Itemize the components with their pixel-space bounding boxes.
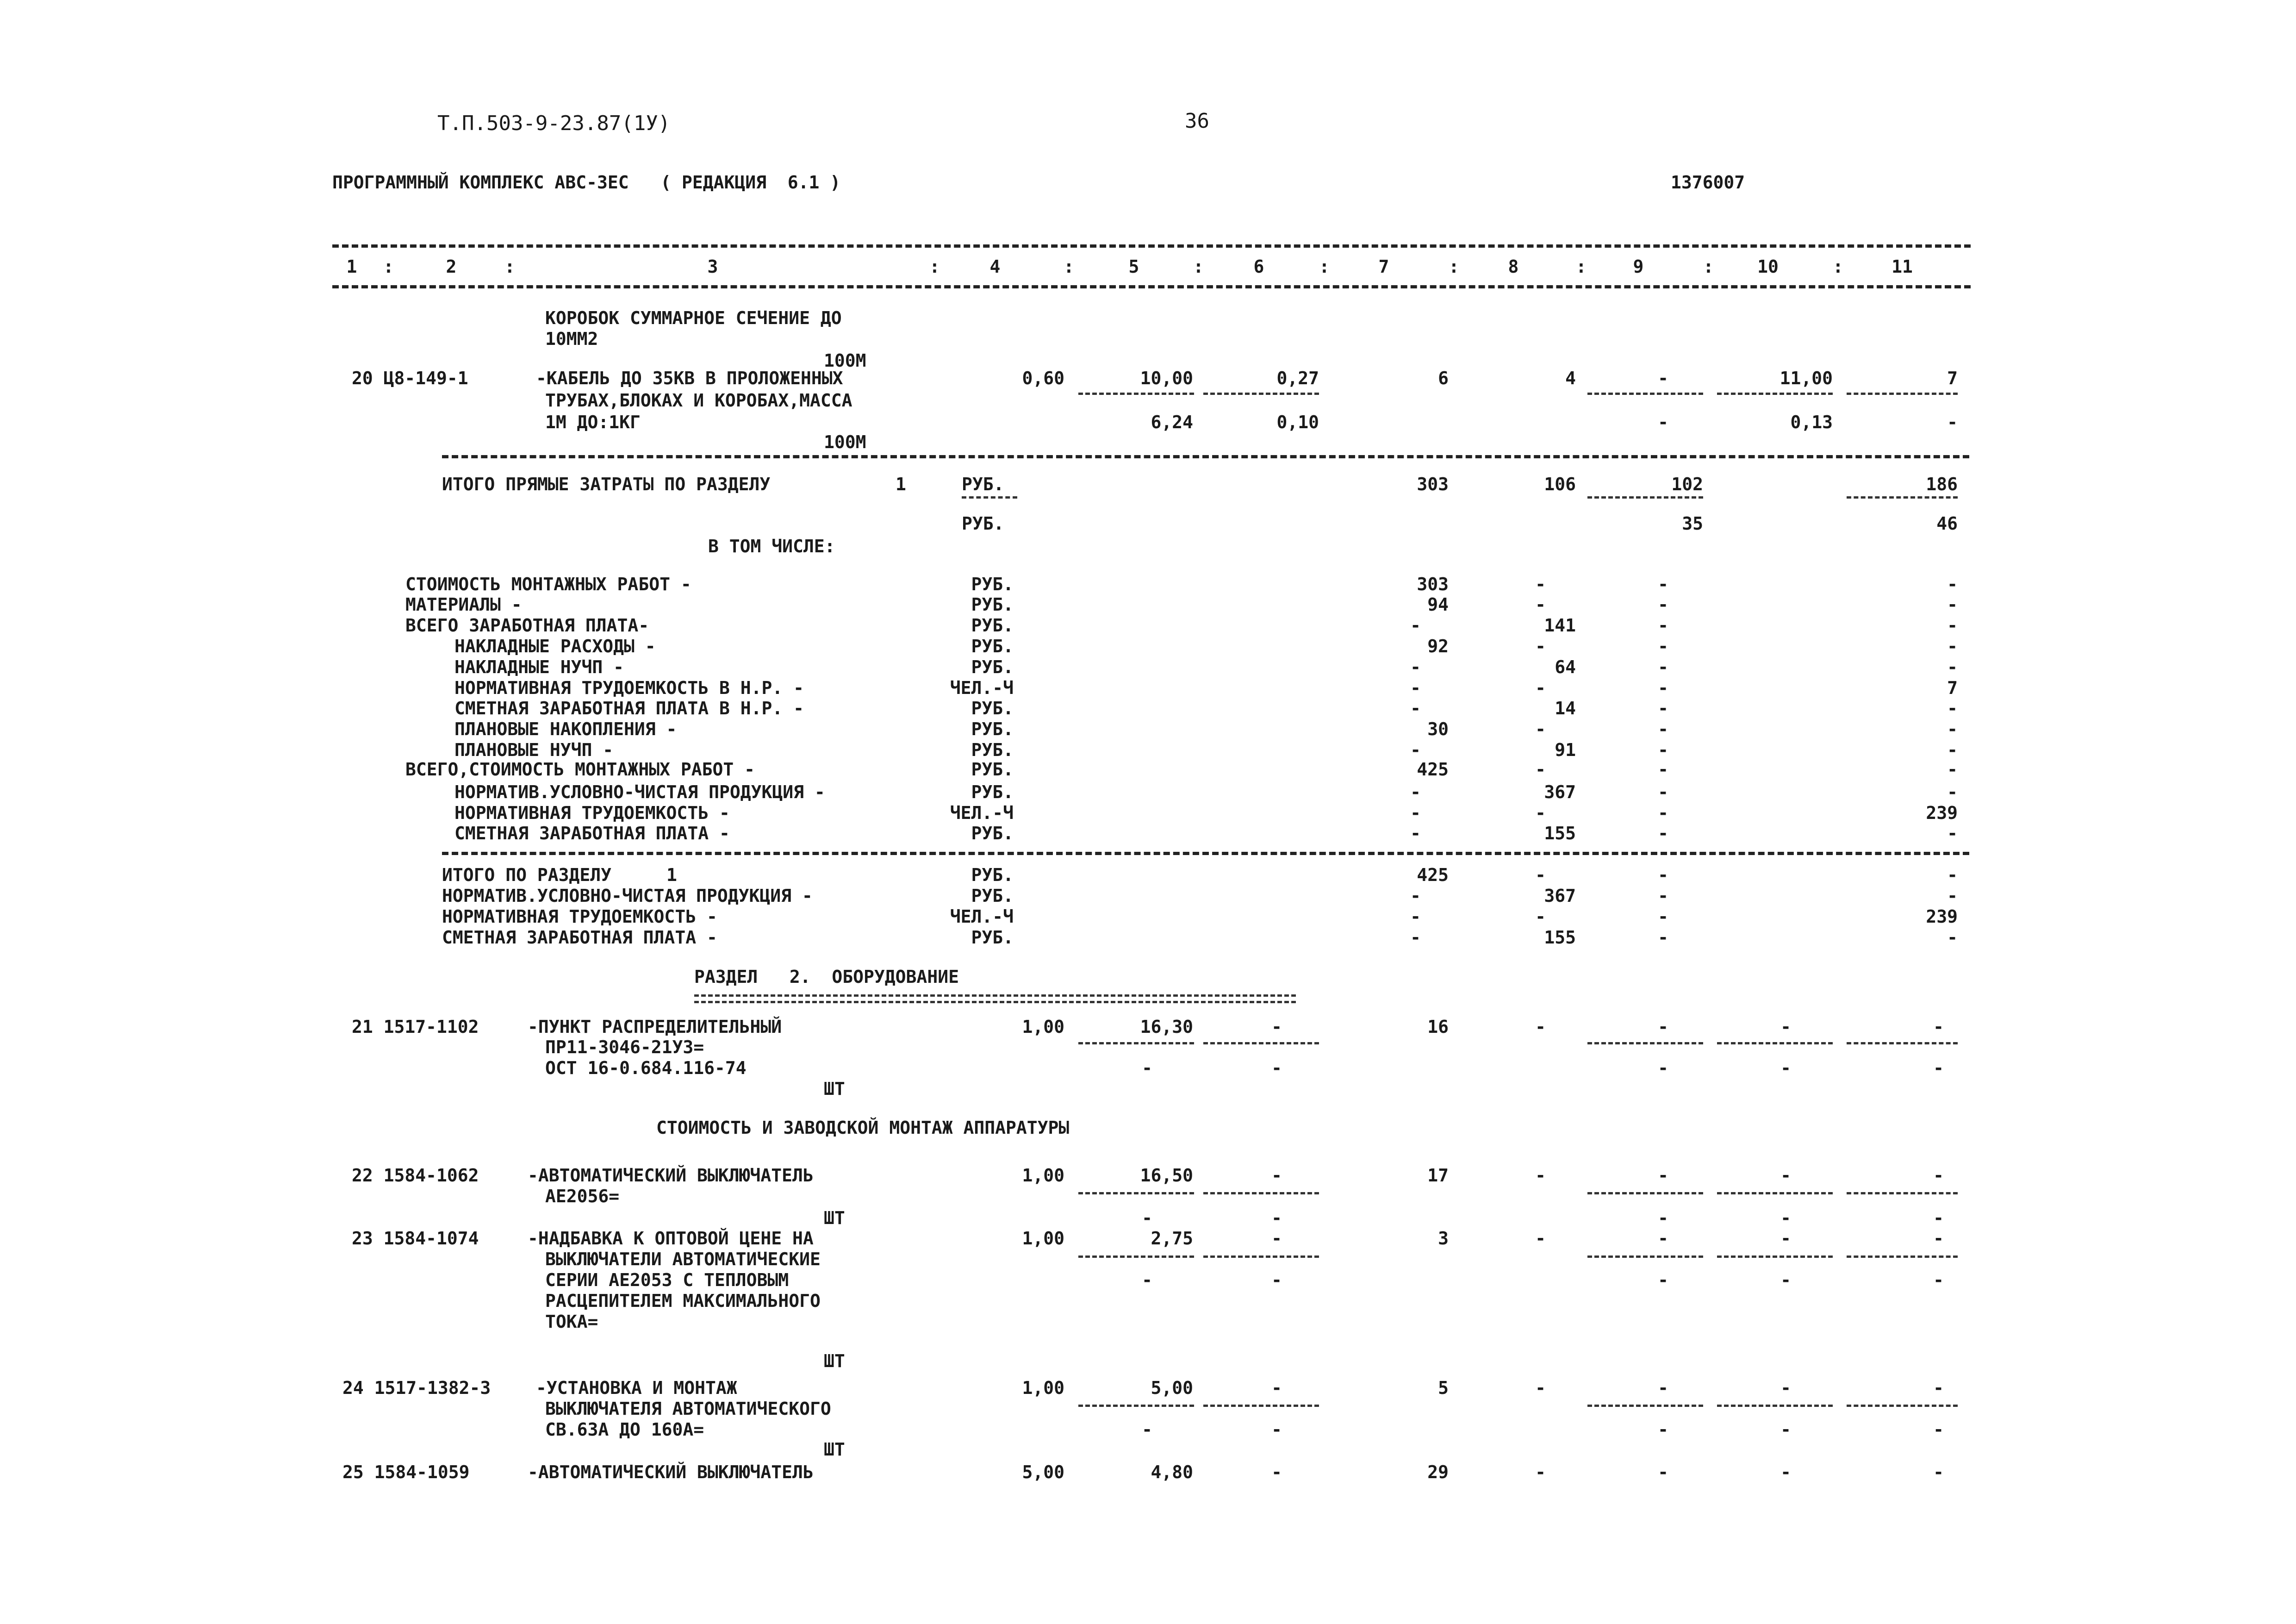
subtotal-rule bbox=[1587, 1405, 1703, 1407]
value-cell: - bbox=[1142, 1058, 1152, 1078]
value-cell: - bbox=[1780, 1419, 1791, 1440]
value-cell: - bbox=[1933, 1208, 1944, 1228]
value-cell: - bbox=[1271, 1270, 1282, 1290]
subtotal-rule bbox=[1847, 1255, 1958, 1258]
value-cell: - bbox=[1658, 823, 1668, 843]
value-cell: 64 bbox=[1555, 657, 1576, 677]
text-line: 100М bbox=[824, 350, 866, 371]
col-header-6: 6 bbox=[1253, 256, 1264, 277]
value-cell: - bbox=[1658, 782, 1668, 802]
subtotal-rule bbox=[1587, 496, 1703, 499]
subtotal-rule bbox=[1203, 393, 1319, 395]
value-cell: - bbox=[1658, 1419, 1668, 1440]
text-line: НАКЛАДНЫЕ РАСХОДЫ - bbox=[454, 636, 656, 656]
value-cell: 303 bbox=[1417, 574, 1449, 594]
value-cell: - bbox=[1535, 906, 1546, 927]
text-line: 20 Ц8-149-1 bbox=[352, 368, 468, 388]
value-cell: 6 bbox=[1438, 368, 1449, 388]
text-line: 22 1584-1062 bbox=[352, 1165, 479, 1186]
value-cell: - bbox=[1410, 823, 1421, 843]
value-cell: - bbox=[1658, 1017, 1668, 1037]
value-cell: - bbox=[1271, 1017, 1282, 1037]
text-line: МАТЕРИАЛЫ - bbox=[405, 594, 522, 615]
value-cell: 367 bbox=[1544, 886, 1576, 906]
col-separator: : bbox=[504, 256, 515, 277]
value-cell: 303 bbox=[1417, 474, 1449, 494]
text-line: 21 1517-1102 bbox=[352, 1017, 479, 1037]
value-cell: 29 bbox=[1427, 1462, 1449, 1482]
col-header-3: 3 bbox=[707, 256, 718, 277]
value-cell: 4 bbox=[1565, 368, 1576, 388]
subtotal-rule bbox=[1847, 1405, 1958, 1407]
subtotal-rule bbox=[1078, 1405, 1194, 1407]
page-number: 36 bbox=[1185, 109, 1209, 133]
text-line: 100М bbox=[824, 432, 866, 452]
subtotal-rule bbox=[1717, 1255, 1833, 1258]
text-line: НОРМАТИВ.УСЛОВНО-ЧИСТАЯ ПРОДУКЦИЯ - bbox=[442, 886, 813, 906]
value-cell: - bbox=[1535, 1378, 1546, 1398]
text-line: 1 bbox=[666, 865, 677, 885]
value-cell: - bbox=[1658, 1208, 1668, 1228]
header-rule-top bbox=[332, 244, 1971, 248]
value-cell: 16,50 bbox=[1140, 1165, 1193, 1186]
text-line: ШТ bbox=[824, 1208, 845, 1228]
value-cell: РУБ. bbox=[971, 636, 1014, 656]
value-cell: 17 bbox=[1427, 1165, 1449, 1186]
value-cell: - bbox=[1535, 1017, 1546, 1037]
text-line: РУБ. bbox=[962, 513, 1004, 534]
value-cell: - bbox=[1410, 615, 1421, 636]
section-double-rule bbox=[694, 1001, 1296, 1003]
value-cell: 5 bbox=[1438, 1378, 1449, 1398]
text-line: НОРМАТИВ.УСЛОВНО-ЧИСТАЯ ПРОДУКЦИЯ - bbox=[454, 782, 825, 802]
subtotal-rule bbox=[1587, 393, 1703, 395]
value-cell: 5,00 bbox=[1151, 1378, 1193, 1398]
value-cell: - bbox=[1410, 740, 1421, 760]
text-line: СМЕТНАЯ ЗАРАБОТНАЯ ПЛАТА - bbox=[442, 927, 717, 948]
value-cell: - bbox=[1142, 1208, 1152, 1228]
col-separator: : bbox=[383, 256, 394, 277]
value-cell: - bbox=[1410, 698, 1421, 718]
value-cell: - bbox=[1535, 803, 1546, 823]
subtotal-rule bbox=[1203, 1042, 1319, 1044]
value-cell: 46 bbox=[1936, 513, 1958, 534]
text-line: СМЕТНАЯ ЗАРАБОТНАЯ ПЛАТА В Н.Р. - bbox=[454, 698, 804, 718]
subtotal-rule bbox=[1078, 393, 1194, 395]
program-title: ПРОГРАММНЫЙ КОМПЛЕКС АВС-3ЕС ( РЕДАКЦИЯ 6.1 ) bbox=[332, 172, 841, 193]
value-cell: - bbox=[1535, 1165, 1546, 1186]
value-cell: - bbox=[1410, 906, 1421, 927]
subtotal-rule bbox=[1587, 1255, 1703, 1258]
value-cell: РУБ. bbox=[971, 719, 1014, 739]
value-cell: - bbox=[1933, 1270, 1944, 1290]
text-line: ИТОГО ПРЯМЫЕ ЗАТРАТЫ ПО РАЗДЕЛУ bbox=[442, 474, 771, 494]
subtotal-rule bbox=[1717, 1405, 1833, 1407]
value-cell: 239 bbox=[1926, 906, 1958, 927]
value-cell: 1,00 bbox=[1022, 1165, 1064, 1186]
value-cell: 1,00 bbox=[1022, 1228, 1064, 1249]
col-header-8: 8 bbox=[1508, 256, 1519, 277]
value-cell: - bbox=[1410, 782, 1421, 802]
text-line: НОРМАТИВНАЯ ТРУДОЕМКОСТЬ - bbox=[454, 803, 730, 823]
value-cell: 14 bbox=[1555, 698, 1576, 718]
subtotal-rule bbox=[1078, 1255, 1194, 1258]
value-cell: - bbox=[1947, 615, 1958, 636]
subtotal-rule bbox=[1203, 1405, 1319, 1407]
value-cell: - bbox=[1658, 1270, 1668, 1290]
value-cell: - bbox=[1535, 865, 1546, 885]
text-line: СТОИМОСТЬ МОНТАЖНЫХ РАБОТ - bbox=[405, 574, 691, 594]
text-line: -АВТОМАТИЧЕСКИЙ ВЫКЛЮЧАТЕЛЬ bbox=[528, 1165, 814, 1186]
col-header-5: 5 bbox=[1128, 256, 1139, 277]
value-cell: - bbox=[1780, 1058, 1791, 1078]
document-id: 1376007 bbox=[1671, 172, 1745, 193]
text-line: НАКЛАДНЫЕ НУЧП - bbox=[454, 657, 624, 677]
col-header-11: 11 bbox=[1892, 256, 1913, 277]
text-line: СВ.63А ДО 160А= bbox=[545, 1419, 704, 1440]
subtotal-rule bbox=[1203, 1192, 1319, 1194]
value-cell: - bbox=[1933, 1228, 1944, 1249]
subtotal-rule bbox=[1717, 1192, 1833, 1194]
subtotal-rule bbox=[1078, 1192, 1194, 1194]
value-cell: - bbox=[1535, 636, 1546, 656]
value-cell: - bbox=[1271, 1058, 1282, 1078]
value-cell: - bbox=[1658, 698, 1668, 718]
value-cell: - bbox=[1271, 1378, 1282, 1398]
text-line: -УСТАНОВКА И МОНТАЖ bbox=[536, 1378, 737, 1398]
value-cell: - bbox=[1780, 1208, 1791, 1228]
value-cell: 425 bbox=[1417, 759, 1449, 780]
text-line: НОРМАТИВНАЯ ТРУДОЕМКОСТЬ - bbox=[442, 906, 717, 927]
text-line: ТРУБАХ,БЛОКАХ И КОРОБАХ,МАССА bbox=[545, 390, 852, 411]
value-cell: 7 bbox=[1947, 368, 1958, 388]
value-cell: - bbox=[1535, 594, 1546, 615]
value-cell: 1,00 bbox=[1022, 1017, 1064, 1037]
value-cell: - bbox=[1410, 657, 1421, 677]
value-cell: 0,10 bbox=[1276, 412, 1319, 432]
value-cell: - bbox=[1780, 1462, 1791, 1482]
value-cell: - bbox=[1535, 1228, 1546, 1249]
value-cell: 11,00 bbox=[1780, 368, 1833, 388]
text-line: ПЛАНОВЫЕ НАКОПЛЕНИЯ - bbox=[454, 719, 677, 739]
value-cell: - bbox=[1780, 1017, 1791, 1037]
value-cell: - bbox=[1658, 1058, 1668, 1078]
value-cell: - bbox=[1535, 719, 1546, 739]
value-cell: - bbox=[1271, 1165, 1282, 1186]
value-cell: 239 bbox=[1926, 803, 1958, 823]
col-separator: : bbox=[1576, 256, 1587, 277]
subtotal-rule bbox=[1847, 393, 1958, 395]
value-cell: - bbox=[1658, 636, 1668, 656]
value-cell: РУБ. bbox=[971, 615, 1014, 636]
value-cell: - bbox=[1658, 615, 1668, 636]
text-line: СТОИМОСТЬ И ЗАВОДСКОЙ МОНТАЖ АППАРАТУРЫ bbox=[656, 1118, 1070, 1138]
value-cell: - bbox=[1780, 1165, 1791, 1186]
text-line: НОРМАТИВНАЯ ТРУДОЕМКОСТЬ В Н.Р. - bbox=[454, 678, 804, 698]
value-cell: 6,24 bbox=[1151, 412, 1193, 432]
value-cell: - bbox=[1658, 719, 1668, 739]
value-cell: - bbox=[1947, 823, 1958, 843]
value-cell: - bbox=[1410, 927, 1421, 948]
text-line: РАСЦЕПИТЕЛЕМ МАКСИМАЛЬНОГО bbox=[545, 1291, 821, 1311]
text-line: ВЫКЛЮЧАТЕЛЯ АВТОМАТИЧЕСКОГО bbox=[545, 1399, 831, 1419]
value-cell: - bbox=[1658, 1165, 1668, 1186]
value-cell: 16 bbox=[1427, 1017, 1449, 1037]
value-cell: - bbox=[1947, 574, 1958, 594]
value-cell: - bbox=[1658, 927, 1668, 948]
value-cell: - bbox=[1947, 657, 1958, 677]
value-cell: - bbox=[1780, 1270, 1791, 1290]
value-cell: РУБ. bbox=[971, 865, 1014, 885]
subtotal-rule bbox=[962, 496, 1017, 499]
value-cell: - bbox=[1658, 803, 1668, 823]
text-line: 1М ДО:1КГ bbox=[545, 412, 641, 432]
value-cell: - bbox=[1658, 594, 1668, 615]
value-cell: - bbox=[1933, 1378, 1944, 1398]
text-line: СМЕТНАЯ ЗАРАБОТНАЯ ПЛАТА - bbox=[454, 823, 730, 843]
value-cell: - bbox=[1658, 678, 1668, 698]
subtotal-rule bbox=[1717, 1042, 1833, 1044]
col-header-4: 4 bbox=[989, 256, 1001, 277]
value-cell: - bbox=[1947, 759, 1958, 780]
col-separator: : bbox=[1449, 256, 1459, 277]
col-header-2: 2 bbox=[446, 256, 457, 277]
text-line: -АВТОМАТИЧЕСКИЙ ВЫКЛЮЧАТЕЛЬ bbox=[528, 1462, 814, 1482]
value-cell: 106 bbox=[1544, 474, 1576, 494]
value-cell: - bbox=[1142, 1419, 1152, 1440]
value-cell: - bbox=[1535, 574, 1546, 594]
value-cell: - bbox=[1658, 886, 1668, 906]
value-cell: ЧЕЛ.-Ч bbox=[950, 803, 1014, 823]
value-cell: - bbox=[1933, 1165, 1944, 1186]
value-cell: 1,00 bbox=[1022, 1378, 1064, 1398]
text-line: 1 bbox=[896, 474, 906, 494]
col-separator: : bbox=[1703, 256, 1714, 277]
value-cell: - bbox=[1658, 1378, 1668, 1398]
text-line: ВСЕГО ЗАРАБОТНАЯ ПЛАТА- bbox=[405, 615, 649, 636]
value-cell: - bbox=[1933, 1462, 1944, 1482]
value-cell: - bbox=[1142, 1270, 1152, 1290]
value-cell: 16,30 bbox=[1140, 1017, 1193, 1037]
value-cell: - bbox=[1410, 678, 1421, 698]
col-separator: : bbox=[1319, 256, 1330, 277]
value-cell: 102 bbox=[1671, 474, 1703, 494]
value-cell: - bbox=[1947, 782, 1958, 802]
value-cell: - bbox=[1271, 1208, 1282, 1228]
value-cell: - bbox=[1535, 678, 1546, 698]
header-rule-bottom bbox=[332, 285, 1971, 288]
subtotal-rule bbox=[1847, 496, 1958, 499]
col-separator: : bbox=[1064, 256, 1074, 277]
value-cell: ЧЕЛ.-Ч bbox=[950, 678, 1014, 698]
text-line: ВЫКЛЮЧАТЕЛИ АВТОМАТИЧЕСКИЕ bbox=[545, 1249, 821, 1269]
value-cell: - bbox=[1658, 906, 1668, 927]
value-cell: - bbox=[1658, 740, 1668, 760]
value-cell: 367 bbox=[1544, 782, 1576, 802]
subtotal-rule bbox=[1203, 1255, 1319, 1258]
value-cell: 91 bbox=[1555, 740, 1576, 760]
col-separator: : bbox=[1193, 256, 1204, 277]
text-line: СЕРИИ АЕ2053 С ТЕПЛОВЫМ bbox=[545, 1270, 789, 1290]
value-cell: РУБ. bbox=[971, 574, 1014, 594]
text-line: ВСЕГО,СТОИМОСТЬ МОНТАЖНЫХ РАБОТ - bbox=[405, 759, 755, 780]
value-cell: 30 bbox=[1427, 719, 1449, 739]
text-line: -НАДБАВКА К ОПТОВОЙ ЦЕНЕ НА bbox=[528, 1228, 814, 1249]
value-cell: - bbox=[1658, 1228, 1668, 1249]
text-line: 24 1517-1382-3 bbox=[342, 1378, 491, 1398]
text-line: ШТ bbox=[824, 1439, 845, 1460]
text-line: -КАБЕЛЬ ДО 35КВ В ПРОЛОЖЕННЫХ bbox=[536, 368, 843, 388]
value-cell: 2,75 bbox=[1151, 1228, 1193, 1249]
text-line: ПР11-3046-21У3= bbox=[545, 1037, 704, 1057]
value-cell: 3 bbox=[1438, 1228, 1449, 1249]
subtotal-rule bbox=[1847, 1192, 1958, 1194]
col-separator: : bbox=[1833, 256, 1843, 277]
value-cell: 7 bbox=[1947, 678, 1958, 698]
value-cell: 155 bbox=[1544, 823, 1576, 843]
section-rule bbox=[442, 455, 1969, 458]
value-cell: 155 bbox=[1544, 927, 1576, 948]
value-cell: - bbox=[1271, 1462, 1282, 1482]
value-cell: - bbox=[1947, 594, 1958, 615]
value-cell: - bbox=[1658, 574, 1668, 594]
value-cell: 0,13 bbox=[1790, 412, 1833, 432]
text-line: РАЗДЕЛ 2. ОБОРУДОВАНИЕ bbox=[694, 967, 959, 987]
col-header-9: 9 bbox=[1633, 256, 1644, 277]
subtotal-rule bbox=[1078, 1042, 1194, 1044]
value-cell: 94 bbox=[1427, 594, 1449, 615]
text-line: 25 1584-1059 bbox=[342, 1462, 470, 1482]
value-cell: 0,60 bbox=[1022, 368, 1064, 388]
value-cell: - bbox=[1947, 719, 1958, 739]
value-cell: 92 bbox=[1427, 636, 1449, 656]
text-line: ШТ bbox=[824, 1079, 845, 1099]
value-cell: - bbox=[1780, 1378, 1791, 1398]
value-cell: - bbox=[1947, 412, 1958, 432]
subtotal-rule bbox=[1587, 1042, 1703, 1044]
value-cell: РУБ. bbox=[971, 927, 1014, 948]
value-cell: РУБ. bbox=[971, 823, 1014, 843]
value-cell: ЧЕЛ.-Ч bbox=[950, 906, 1014, 927]
subtotal-rule bbox=[1847, 1042, 1958, 1044]
value-cell: 35 bbox=[1682, 513, 1703, 534]
value-cell: - bbox=[1535, 1462, 1546, 1482]
value-cell: - bbox=[1271, 1228, 1282, 1249]
col-header-1: 1 bbox=[346, 256, 357, 277]
value-cell: - bbox=[1658, 865, 1668, 885]
text-line: КОРОБОК СУММАРНОЕ СЕЧЕНИЕ ДО bbox=[545, 308, 842, 328]
value-cell: - bbox=[1658, 657, 1668, 677]
subtotal-rule bbox=[1587, 1192, 1703, 1194]
value-cell: 5,00 bbox=[1022, 1462, 1064, 1482]
value-cell: РУБ. bbox=[971, 657, 1014, 677]
text-line: ШТ bbox=[824, 1351, 845, 1371]
value-cell: 4,80 bbox=[1151, 1462, 1193, 1482]
value-cell: - bbox=[1658, 412, 1668, 432]
text-line: ТОКА= bbox=[545, 1312, 598, 1332]
text-line: ПЛАНОВЫЕ НУЧП - bbox=[454, 740, 614, 760]
doc-code: Т.П.503-9-23.87(1У) bbox=[437, 112, 671, 135]
text-line: -ПУНКТ РАСПРЕДЕЛИТЕЛЬНЫЙ bbox=[528, 1017, 782, 1037]
value-cell: 141 bbox=[1544, 615, 1576, 636]
value-cell: РУБ. bbox=[971, 759, 1014, 780]
value-cell: 186 bbox=[1926, 474, 1958, 494]
section-double-rule bbox=[694, 994, 1296, 997]
text-line: 10ММ2 bbox=[545, 329, 598, 349]
value-cell: - bbox=[1933, 1017, 1944, 1037]
value-cell: - bbox=[1933, 1058, 1944, 1078]
subtotal-rule bbox=[1717, 393, 1833, 395]
value-cell: - bbox=[1780, 1228, 1791, 1249]
value-cell: РУБ. bbox=[971, 740, 1014, 760]
text-line: АЕ2056= bbox=[545, 1186, 620, 1206]
value-cell: РУБ. bbox=[971, 886, 1014, 906]
value-cell: - bbox=[1658, 368, 1668, 388]
col-header-10: 10 bbox=[1757, 256, 1779, 277]
value-cell: 0,27 bbox=[1276, 368, 1319, 388]
value-cell: - bbox=[1535, 759, 1546, 780]
value-cell: РУБ. bbox=[971, 594, 1014, 615]
value-cell: - bbox=[1947, 886, 1958, 906]
value-cell: - bbox=[1947, 740, 1958, 760]
text-line: ИТОГО ПО РАЗДЕЛУ bbox=[442, 865, 612, 885]
value-cell: - bbox=[1933, 1419, 1944, 1440]
text-line: ОСТ 16-0.684.116-74 bbox=[545, 1058, 747, 1078]
value-cell: - bbox=[1271, 1419, 1282, 1440]
text-line: В ТОМ ЧИСЛЕ: bbox=[708, 536, 835, 556]
value-cell: - bbox=[1947, 865, 1958, 885]
value-cell: - bbox=[1947, 698, 1958, 718]
col-separator: : bbox=[929, 256, 940, 277]
value-cell: РУБ. bbox=[971, 782, 1014, 802]
value-cell: 425 bbox=[1417, 865, 1449, 885]
value-cell: - bbox=[1658, 759, 1668, 780]
value-cell: - bbox=[1410, 886, 1421, 906]
text-line: 23 1584-1074 bbox=[352, 1228, 479, 1249]
text-line: РУБ. bbox=[962, 474, 1004, 494]
value-cell: - bbox=[1410, 803, 1421, 823]
col-header-7: 7 bbox=[1378, 256, 1389, 277]
value-cell: - bbox=[1658, 1462, 1668, 1482]
value-cell: 10,00 bbox=[1140, 368, 1193, 388]
value-cell: - bbox=[1947, 927, 1958, 948]
value-cell: РУБ. bbox=[971, 698, 1014, 718]
summary-rule bbox=[442, 852, 1969, 855]
value-cell: - bbox=[1947, 636, 1958, 656]
